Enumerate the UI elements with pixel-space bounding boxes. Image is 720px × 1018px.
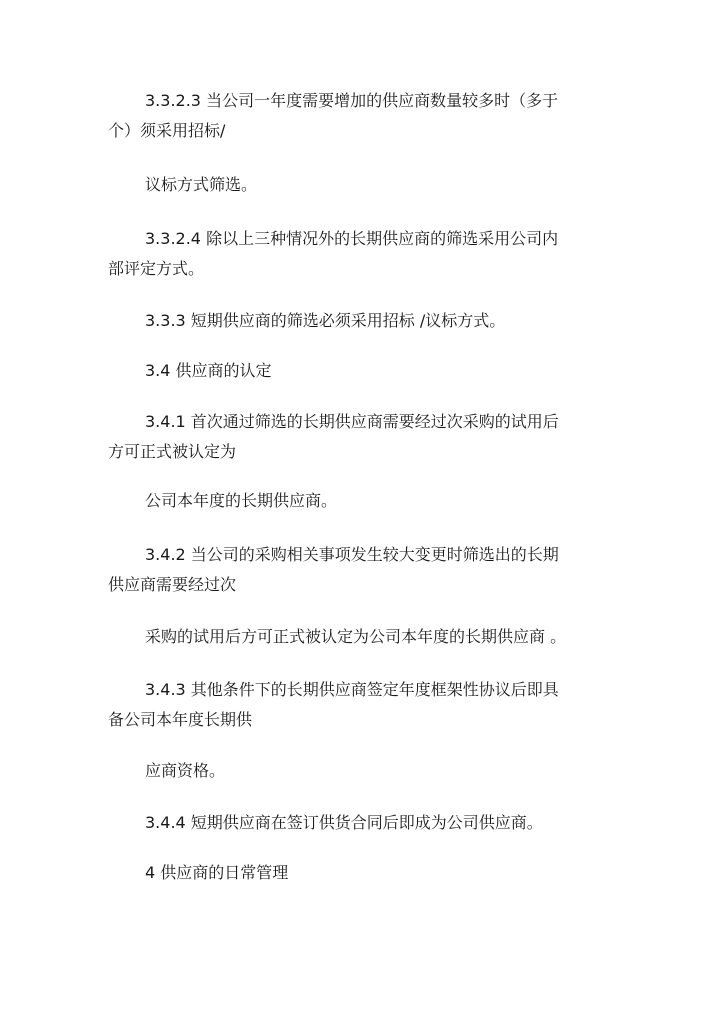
paragraph-continuation: [108, 486, 608, 516]
paragraph-3-3-2-4: [108, 224, 608, 284]
text-line: 议标方式筛选。: [145, 175, 258, 194]
heading-4: [108, 858, 608, 888]
heading-3-4: [108, 356, 608, 386]
text-line: 3.4.3 其他条件下的长期供应商签定年度框架性协议后即具: [145, 680, 559, 699]
paragraph-3-4-3: [108, 675, 608, 735]
text-line: 部评定方式。: [108, 259, 205, 278]
text-line: 3.3.2.4 除以上三种情况外的长期供应商的筛选采用公司内: [145, 229, 559, 248]
paragraph-3-3-3: [108, 306, 608, 336]
paragraph-3-3-2-3: [108, 86, 608, 146]
text-line: 3.3.3 短期供应商的筛选必须采用招标 /议标方式。: [145, 311, 506, 330]
text-line: 3.3.2.3 当公司一年度需要增加的供应商数量较多时（多于: [145, 91, 559, 110]
text-line: 公司本年度的长期供应商。: [145, 491, 338, 510]
paragraph-continuation: [108, 170, 608, 200]
section-heading: 4 供应商的日常管理: [145, 863, 289, 882]
text-line: 采购的试用后方可正式被认定为公司本年度的长期供应商 。: [145, 627, 567, 646]
paragraph-continuation: [108, 622, 608, 652]
paragraph-continuation: [108, 756, 608, 786]
text-line: 3.4.2 当公司的采购相关事项发生较大变更时筛选出的长期: [145, 545, 559, 564]
paragraph-3-4-1: [108, 407, 608, 467]
section-heading: 3.4 供应商的认定: [145, 361, 272, 380]
text-line: 供应商需要经过次: [108, 575, 237, 594]
text-line: 3.4.1 首次通过筛选的长期供应商需要经过次采购的试用后: [145, 412, 559, 431]
text-line: 3.4.4 短期供应商在签订供货合同后即成为公司供应商。: [145, 813, 543, 832]
paragraph-3-4-4: [108, 808, 608, 838]
text-line: 备公司本年度长期供: [108, 710, 253, 729]
paragraph-3-4-2: [108, 540, 608, 600]
text-line: 方可正式被认定为: [108, 442, 237, 461]
text-line: 个）须采用招标/: [108, 121, 226, 140]
text-line: 应商资格。: [145, 761, 226, 780]
